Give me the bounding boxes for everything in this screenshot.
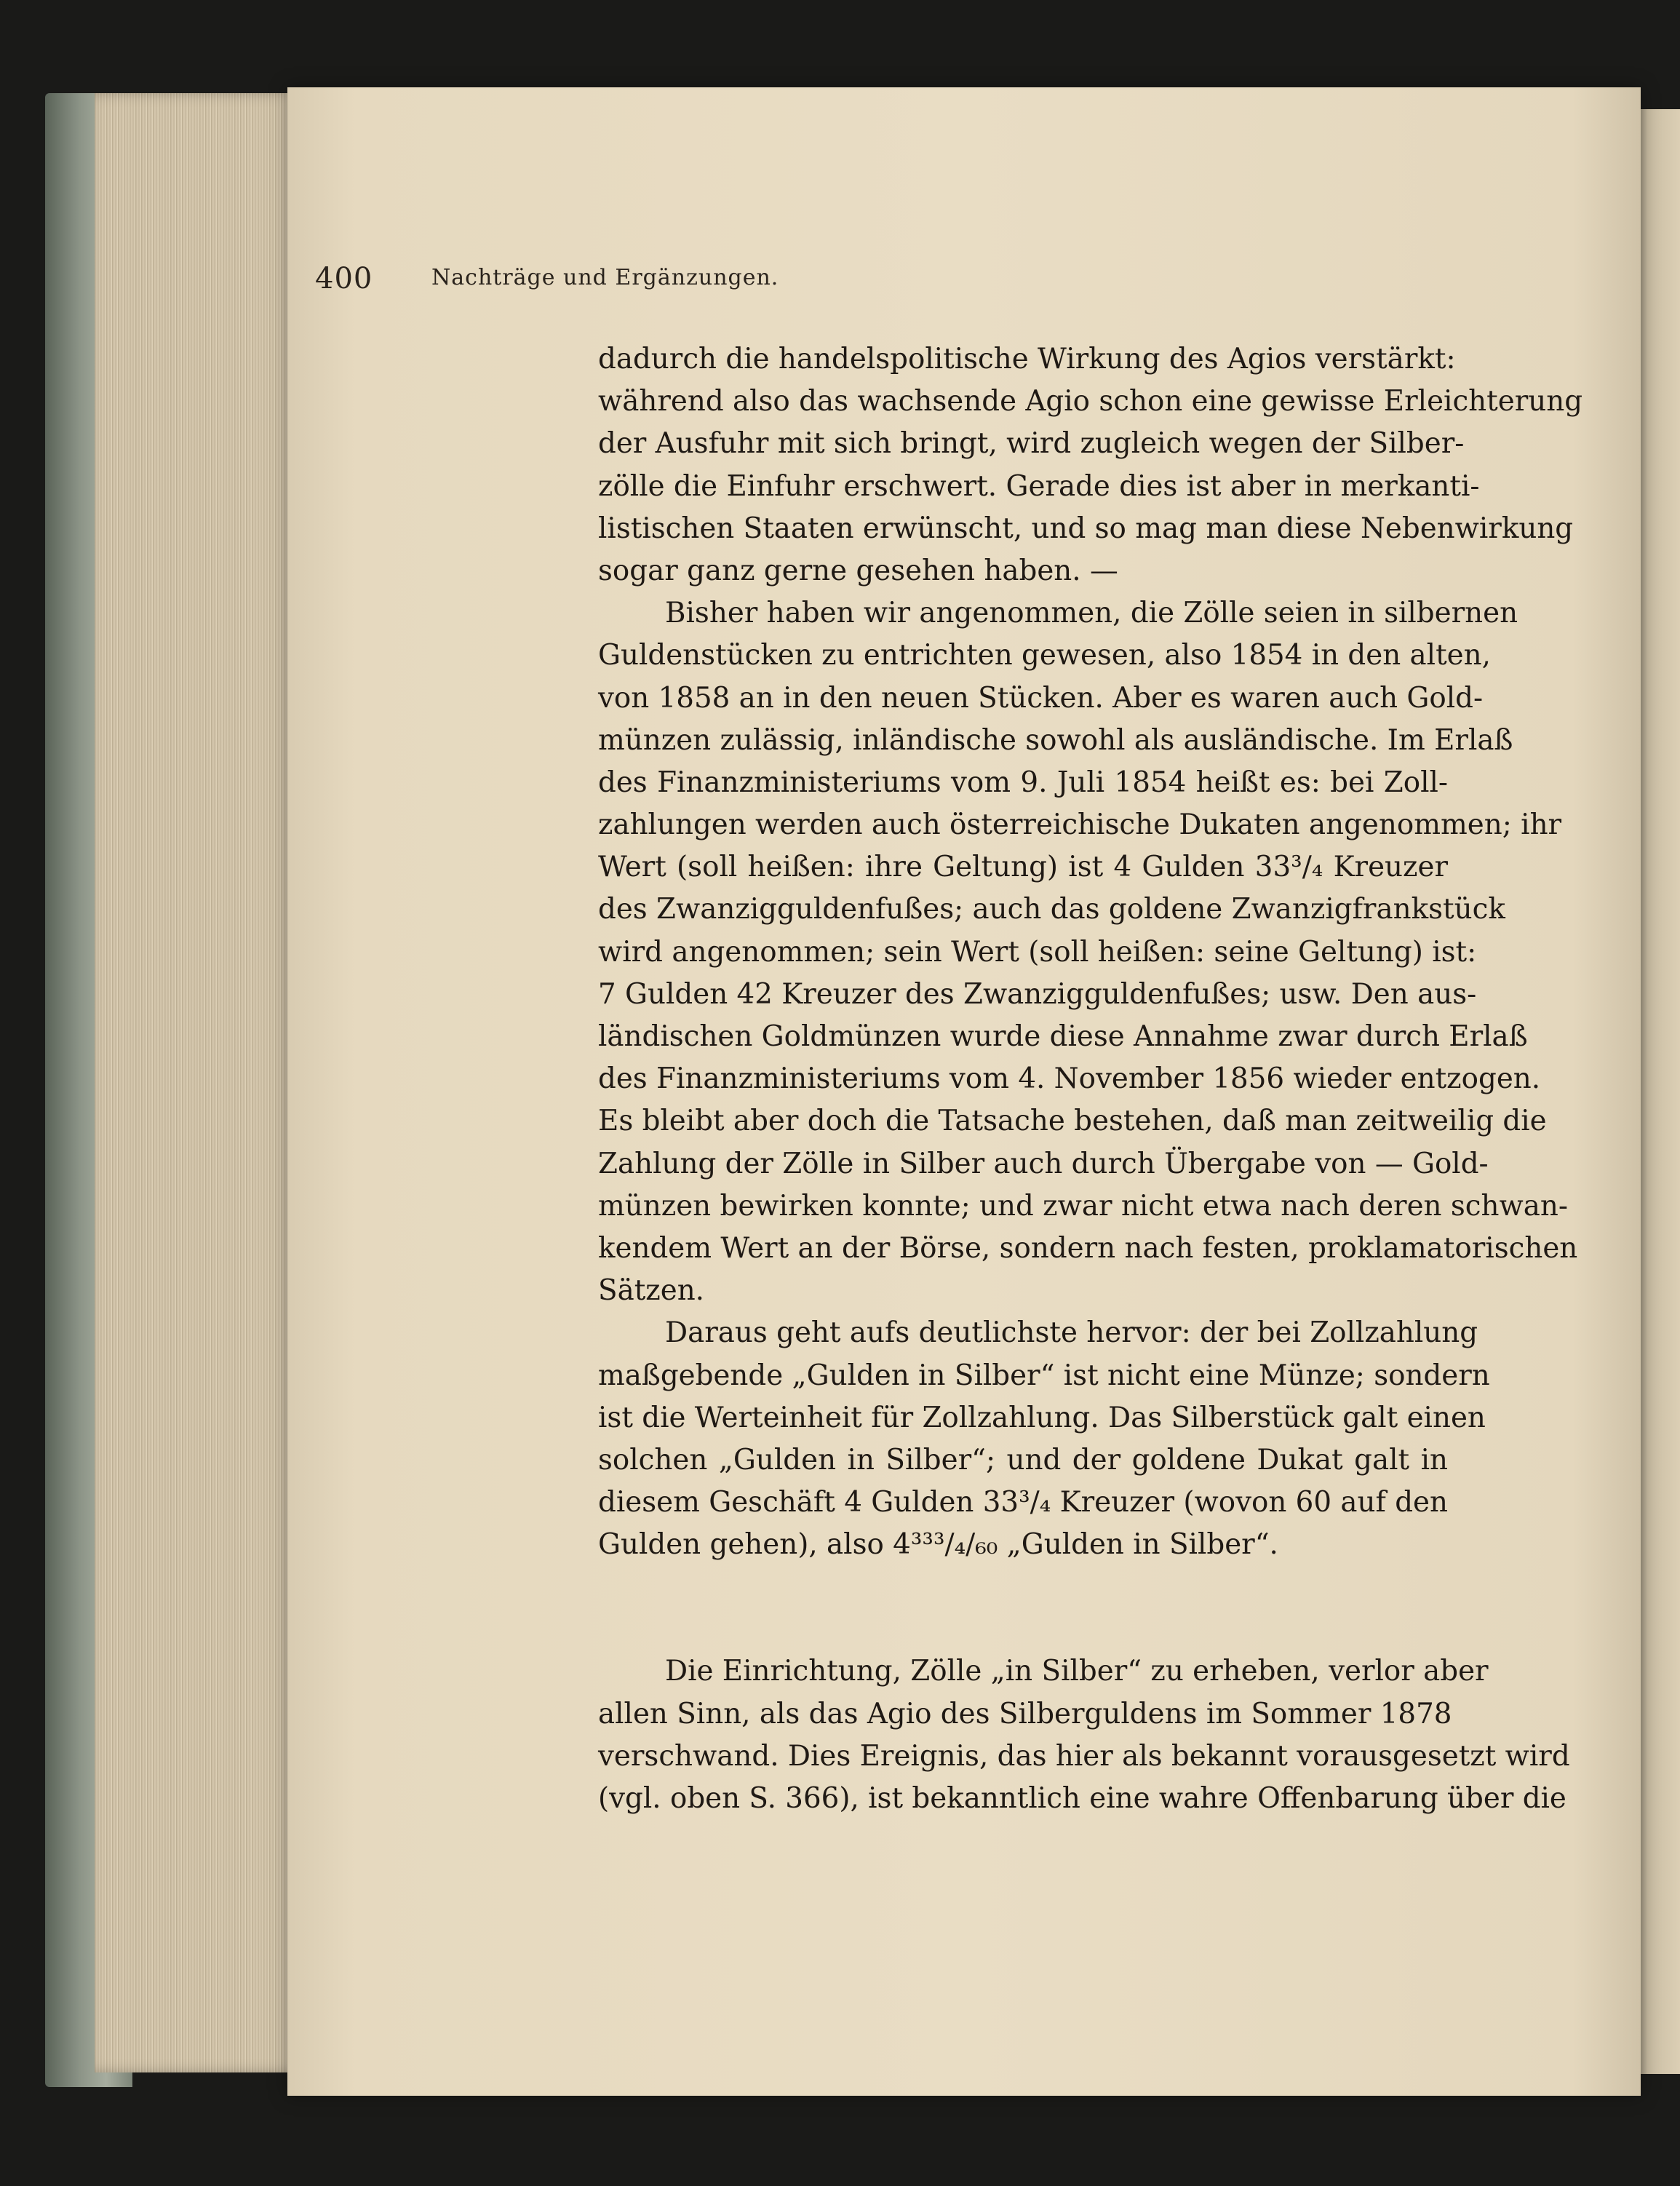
- text-line: Gulden gehen), also 4³³³/₄/₆₀ „Gulden in Silber“.: [598, 1528, 1278, 1562]
- text-line: ist die Werteinheit für Zollzahlung. Das Silberstück galt einen: [598, 1401, 1486, 1434]
- page-number: 400: [315, 262, 373, 295]
- text-line: Guldenstücken zu entrichten gewesen, also 1854 in den alten,: [598, 639, 1491, 672]
- text-line: allen Sinn, als das Agio des Silberguldens im Sommer 1878: [598, 1697, 1452, 1730]
- text-line: verschwand. Dies Ereignis, das hier als bekannt vorausgesetzt wird: [598, 1739, 1570, 1773]
- body-text: [598, 338, 1583, 1820]
- text-line: Bisher haben wir angenommen, die Zölle seien in silbernen: [665, 597, 1518, 630]
- running-head-title: Nachträge und Ergänzungen.: [431, 265, 779, 290]
- text-line: von 1858 an in den neuen Stücken. Aber es waren auch Gold-: [598, 681, 1484, 715]
- text-line: Wert (soll heißen: ihre Geltung) ist 4 Gulden 33³/₄ Kreuzer: [598, 851, 1448, 884]
- text-line: der Ausfuhr mit sich bringt, wird zugleich wegen der Silber-: [598, 427, 1465, 461]
- text-line: münzen bewirken konnte; und zwar nicht etwa nach deren schwan-: [598, 1189, 1568, 1223]
- text-line: sogar ganz gerne gesehen haben. —: [598, 554, 1118, 587]
- paragraph: [598, 338, 1583, 592]
- paragraph: [598, 1650, 1570, 1820]
- text-line: listischen Staaten erwünscht, und so mag man diese Nebenwirkung: [598, 512, 1574, 545]
- running-head: [315, 262, 1043, 306]
- text-line: Es bleibt aber doch die Tatsache bestehen, daß man zeitweilig die: [598, 1105, 1547, 1138]
- text-line: des Finanzministeriums vom 9. Juli 1854 heißt es: bei Zoll-: [598, 766, 1448, 799]
- text-line: ländischen Goldmünzen wurde diese Annahme zwar durch Erlaß: [598, 1020, 1528, 1053]
- text-line: Sätzen.: [598, 1274, 705, 1308]
- text-line: solchen „Gulden in Silber“; und der goldene Dukat galt in: [598, 1443, 1448, 1476]
- text-line: dadurch die handelspolitische Wirkung des Agios verstärkt:: [598, 343, 1456, 375]
- text-line: zölle die Einfuhr erschwert. Gerade dies ist aber in merkanti-: [598, 469, 1480, 503]
- text-line: des Finanzministeriums vom 4. November 1856 wieder entzogen.: [598, 1062, 1541, 1096]
- text-line: kendem Wert an der Börse, sondern nach festen, proklamatorischen: [598, 1231, 1578, 1265]
- text-line: diesem Geschäft 4 Gulden 33³/₄ Kreuzer (wovon 60 auf den: [598, 1486, 1448, 1519]
- text-line: münzen zulässig, inländische sowohl als ausländische. Im Erlaß: [598, 723, 1513, 757]
- text-line: zahlungen werden auch österreichische Dukaten angenommen; ihr: [598, 808, 1562, 842]
- text-line: des Zwanzigguldenfußes; auch das goldene Zwanzigfrankstück: [598, 893, 1505, 926]
- text-line: 7 Gulden 42 Kreuzer des Zwanzigguldenfußes; usw. Den aus-: [598, 977, 1477, 1011]
- page-edges: [95, 93, 298, 2072]
- text-line: während also das wachsende Agio schon eine gewisse Erleichterung: [598, 385, 1583, 418]
- text-line: maßgebende „Gulden in Silber“ ist nicht eine Münze; sondern: [598, 1359, 1490, 1392]
- text-line: wird angenommen; sein Wert (soll heißen: seine Geltung) ist:: [598, 935, 1477, 969]
- paragraph: [598, 592, 1578, 1312]
- text-line: Zahlung der Zölle in Silber auch durch Übergabe von — Gold-: [598, 1147, 1489, 1180]
- text-line: (vgl. oben S. 366), ist bekanntlich eine wahre Offenbarung über die: [598, 1782, 1566, 1815]
- text-line: Daraus geht aufs deutlichste hervor: der bei Zollzahlung: [665, 1316, 1478, 1350]
- text-line: Die Einrichtung, Zölle „in Silber“ zu erheben, verlor aber: [665, 1655, 1489, 1688]
- paragraph: [598, 1312, 1490, 1566]
